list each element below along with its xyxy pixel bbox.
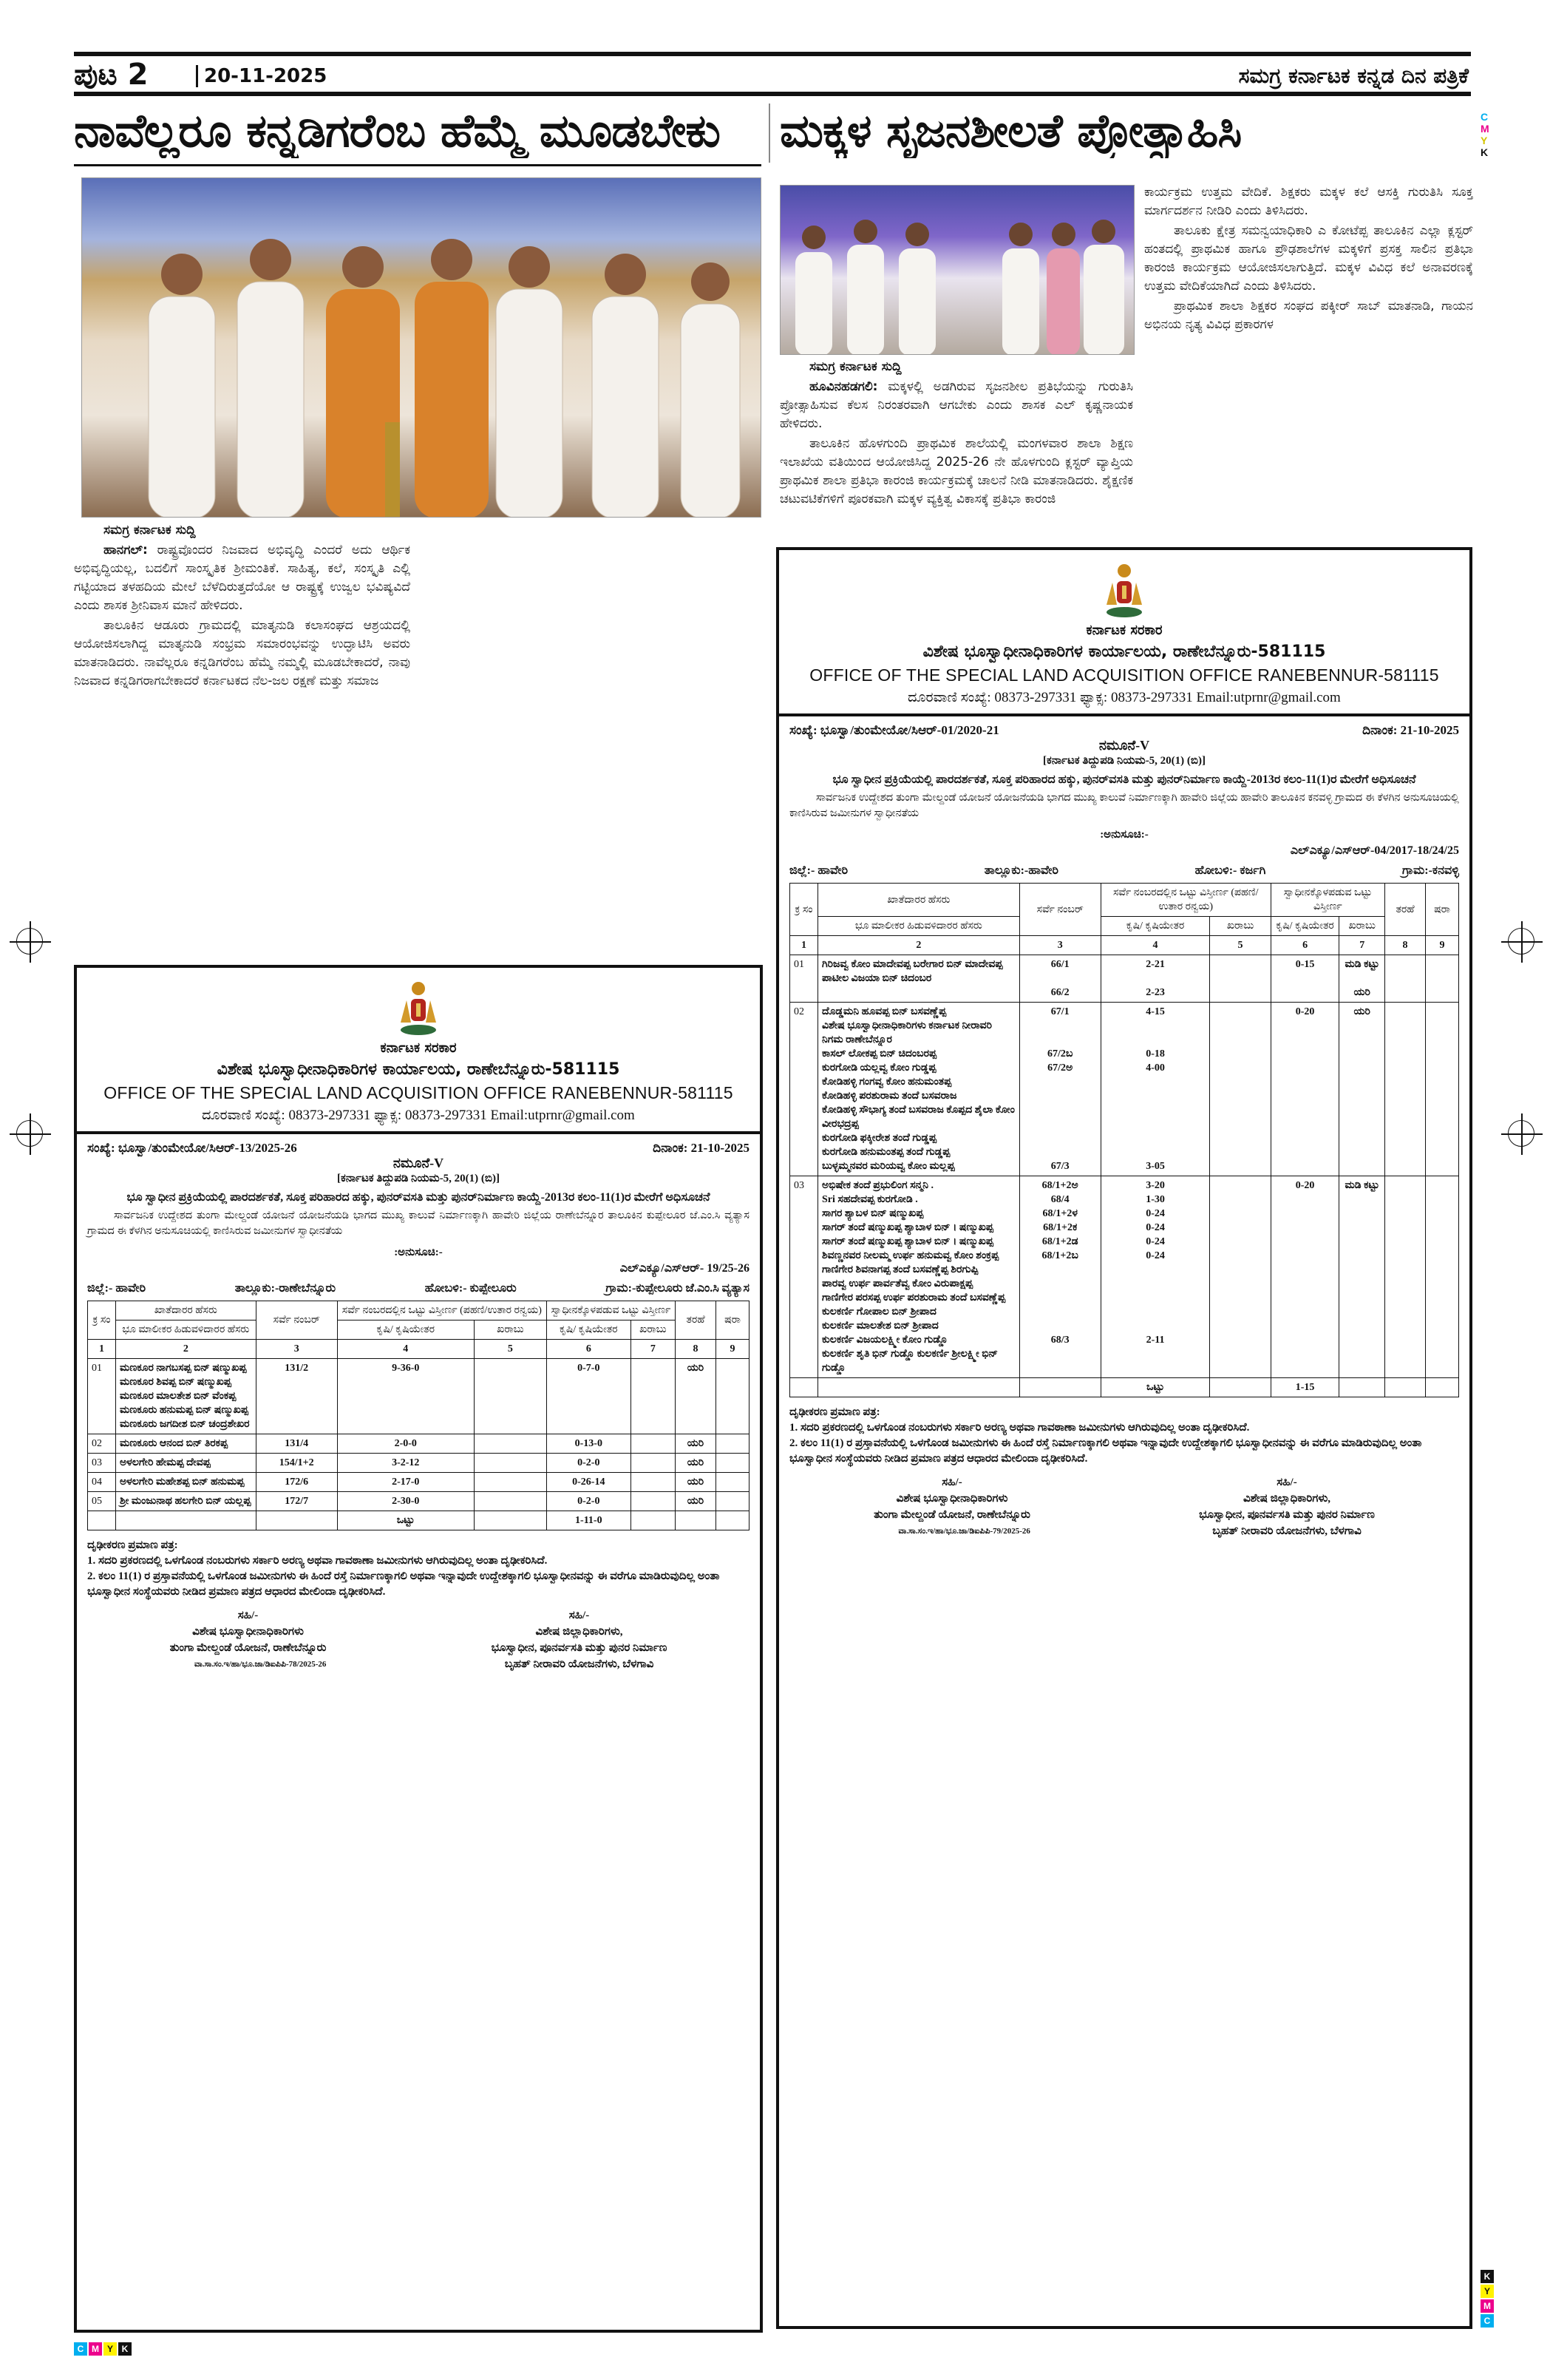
cell-remarks xyxy=(716,1492,749,1511)
header-remarks: ಷರಾ xyxy=(1426,884,1459,936)
table-row xyxy=(790,1003,1459,1176)
header-total-area: ಸರ್ವೆ ನಂಬರದಲ್ಲಿನ ಒಟ್ಟು ವಿಸ್ತೀರ್ಣ (ಪಹಣಿ/ಉತಾರ ರನ್ವಯ) xyxy=(337,1301,546,1320)
swatch-cyan: C xyxy=(74,2342,87,2356)
notice-header xyxy=(779,550,1469,716)
cell-acq-agri: 0-13-0 xyxy=(546,1434,630,1454)
registration-mark-icon xyxy=(16,928,43,955)
cmyk-y: Y xyxy=(1481,135,1488,146)
photo-people-silhouettes xyxy=(781,186,1135,355)
article-paragraph: ಪ್ರಾಥಮಿಕ ಶಾಲಾ ಶಿಕ್ಷಕರ ಸಂಘದ ಪಕ್ಕೀರ್ ಸಾಬ್ ಮಾತನಾಡಿ, ಗಾಯನ ಅಭಿನಯ ನೃತ್ಯ ವಿವಿಧ ಪ್ರಕಾರಗಳ xyxy=(1144,299,1473,332)
column-number: 3 xyxy=(1019,936,1101,955)
certificate-title: ದೃಢೀಕರಣ ಪ್ರಮಾಣ ಪತ್ರ: xyxy=(789,1406,880,1418)
swatch-cyan: C xyxy=(1481,2314,1494,2328)
land-acquisition-notice-left xyxy=(74,965,763,2333)
office-contact: ದೂರವಾಣಿ ಸಂಖ್ಯೆ: 08373-297331 ಫ್ಯಾಕ್ಸ: 08373-297331 Email:utprnr@gmail.com xyxy=(908,690,1341,705)
swatch-black: K xyxy=(1481,2270,1494,2283)
header-acquired-area: ಸ್ವಾಧೀನಕ್ಕೊಳಪಡುವ ಒಟ್ಟು ವಿಸ್ತೀರ್ಣ xyxy=(546,1301,675,1320)
total-label: ಒಟ್ಟು xyxy=(337,1511,474,1530)
cell-acq-agri: 0-2-0 xyxy=(546,1492,630,1511)
column-number: 6 xyxy=(546,1340,630,1359)
cell-total-kharab xyxy=(1210,955,1271,1003)
cmyk-k: K xyxy=(1481,146,1489,158)
column-number: 4 xyxy=(1101,936,1210,955)
cell-acq-kharab xyxy=(630,1434,675,1454)
byline: ಸಮಗ್ರ ಕರ್ನಾಟಕ ಸುದ್ದಿ xyxy=(809,359,902,374)
header-total-area: ಸರ್ವೆ ನಂಬರದಲ್ಲಿನ ಒಟ್ಟು ವಿಸ್ತೀರ್ಣ (ಪಹಣಿ/ಉತಾರ ರನ್ವಯ) xyxy=(1101,884,1271,917)
form-title: ನಮೂನೆ-V xyxy=(392,1156,444,1170)
header-kharab: ಖರಾಬು xyxy=(630,1320,675,1340)
form-title: ನಮೂನೆ-V xyxy=(1098,738,1150,753)
table-row xyxy=(88,1473,749,1492)
cell-survey: 131/4 xyxy=(256,1434,337,1454)
cell-total-kharab xyxy=(474,1434,546,1454)
paragraph-text: ರಾಷ್ಟ್ರವೊಂದರ ನಿಜವಾದ ಅಭಿವೃದ್ಧಿ ಎಂದರೆ ಅದು ಆರ್ಥಿಕ ಅಭಿವೃದ್ಧಿಯಲ್ಲ, ಬದಲಿಗೆ ಸಾಂಸ್ಕೃತಿಕ ಶ್ರೀಮಂತಿಕೆ. ಸಾಹಿತ್ಯ, ಕಲೆ, ಸಂಸ್ಕೃತಿ ಎಲ್ಲಿ ಗಟ್ಟಿಯಾದ ತಳಹದಿಯ ಮೇಲೆ ಬೆಳೆದಿರುತ್ತದೆಯೋ ಆ ರಾಷ್ಟ್ರಕ್ಕೆ ಉಜ್ವಲ ಭವಿಷ್ಯವಿದೆ ಎಂದು ಶಾಸಕ ಶ್ರೀನಿವಾಸ ಮಾನೆ ಹೇಳಿದರು. xyxy=(74,543,410,613)
article-right-main-col xyxy=(780,358,1133,510)
registration-mark-icon xyxy=(16,1120,43,1147)
schedule-title: :ಅನುಸೂಚಿ:- xyxy=(1100,829,1149,841)
table-row xyxy=(88,1359,749,1434)
cell-total-agri: 2-0-0 xyxy=(337,1434,474,1454)
office-contact: ದೂರವಾಣಿ ಸಂಖ್ಯೆ: 08373-297331 ಫ್ಯಾಕ್ಸ: 08373-297331 Email:utprnr@gmail.com xyxy=(202,1108,635,1123)
swatch-black: K xyxy=(118,2342,132,2356)
signatures xyxy=(87,1607,749,1672)
schedule-table xyxy=(789,883,1459,1397)
column-number: 5 xyxy=(474,1340,546,1359)
cell-acq-kharab xyxy=(630,1454,675,1473)
notice-body xyxy=(779,716,1469,1545)
certificate-item: 2. ಕಲಂ 11(1) ರ ಪ್ರಸ್ತಾವನೆಯಲ್ಲಿ ಒಳಗೊಂಡ ಜಮೀನುಗಳು ಈ ಹಿಂದೆ ರಸ್ತೆ ನಿರ್ಮಾಣಕ್ಕಾಗಲಿ ಅಥವಾ ಇನ್ನಾವುದೇ ಉದ್ದೇಶಕ್ಕಾಗಲಿ ಭೂಸ್ವಾಧೀನವನ್ನು ಈ ವರೆಗೂ ಮಾಡಿರುವುದಿಲ್ಲ ಅಂತಾ ಭೂಸ್ವಾಧೀನ ಸಂಸ್ಥೆಯವರು ನೀಡಿದ ಪ್ರಮಾಣ ಪತ್ರದ ಆಧಾರದ ಮೇಲಿಂದಾ ದೃಢೀಕರಿಸಿದೆ. xyxy=(87,1570,720,1598)
taluk: ತಾಲ್ಲೂಕು:-ರಾಣೇಬೆನ್ನೂರು xyxy=(234,1282,336,1295)
cell-names: ದೊಡ್ಡಮನಿ ಹೂವಪ್ಪ ಬಿನ್ ಬಸವಣ್ಣೆಪ್ಪ ವಿಶೇಷ ಭೂಸ್ವಾಧೀನಾಧಿಕಾರಿಗಳು ಕರ್ನಾಟಕ ನೀರಾವರಿ ನಿಗಮ ರಾಣೇಬೆನ್ನೂರ ಕಾಸಲ್ ಲೋಕಪ್ಪ ಬಿನ್ ಚಿದಂಬರಪ್ಪ ಕುರಗೋಡಿ ಯಲ್ಲವ್ವ ಕೋಂ ಗುಡ್ಡಪ್ಪ ಕೋಡಿಹಳ್ಳಿ ಗಂಗವ್ವ ಕೋಂ ಹನುಮಂತಪ್ಪ ಕೋಡಿಹಳ್ಳಿ ಪರಶುರಾಮ ತಂದೆ ಬಸವರಾಜ ಕೋಡಿಹಳ್ಳಿ ಸೌಭಾಗ್ಯ ತಂದೆ ಬಸವರಾಜ ಕೊಪ್ಪದ ಶೈಲಾ ಕೋಂ ವೀರಭದ್ರಪ್ಪ ಕುರಗೋಡಿ ಫಕ್ಕೀರೇಶ ತಂದೆ ಗುಡ್ಡಪ್ಪ ಕುರಗೋಡಿ ಹನುಮಂತಪ್ಪ ತಂದೆ ಗುಡ್ಡಪ್ಪ ಬುಳ್ಳಮ್ಮನವರ ಮರಿಯವ್ವ ಕೋಂ ಮಲ್ಲಪ್ಪ xyxy=(818,1003,1020,1176)
table-row xyxy=(88,1492,749,1511)
total-label: ಒಟ್ಟು xyxy=(1101,1378,1210,1397)
cell-acq-agri: 0-2-0 xyxy=(546,1454,630,1473)
cell-remarks xyxy=(1426,1003,1459,1176)
government-name: ಕರ್ನಾಟಕ ಸರಕಾರ xyxy=(1086,623,1163,638)
cell-sl: 02 xyxy=(88,1434,116,1454)
article-paragraph: ತಾಲೂಕು ಕ್ಷೇತ್ರ ಸಮನ್ವಯಾಧಿಕಾರಿ ಎ ಕೋಟೆಪ್ಪ ತಾಲೂಕಿನ ಎಲ್ಲಾ ಕ್ಲಸ್ಟರ್ ಹಂತದಲ್ಲಿ ಪ್ರಾಥಮಿಕ ಹಾಗೂ ಪ್ರೌಢಶಾಲೆಗಳ ಮಕ್ಕಳಿಗೆ ಪ್ರಸಕ್ತ ಸಾಲಿನ ಪ್ರತಿಭಾ ಕಾರಂಜಿ ಕಾರ್ಯಕ್ರಮ ಆಯೋಜಿಸಲಾಗುತ್ತಿದೆ. ಮಕ್ಕಳ ವಿವಿಧ ಕಲೆ ಅನಾವರಣಕ್ಕೆ ಉತ್ತಮ ವೇದಿಕೆಯಾಗಿದೆ ಎಂದು ತಿಳಿಸಿದರು. xyxy=(1144,223,1473,294)
table-row xyxy=(790,955,1459,1003)
cell-acq-kharab: ಯರಿ xyxy=(1339,1003,1385,1176)
cell-total-kharab xyxy=(474,1359,546,1434)
sig-line: ಸಹಿ/- xyxy=(942,1477,962,1488)
cmyk-marks xyxy=(1481,111,1489,158)
header-owner: ಭೂ ಮಾಲೀಕರ ಹಿಡುವಳಿದಾರರ ಹೆಸರು xyxy=(116,1320,256,1340)
cell-acq-kharab xyxy=(630,1473,675,1492)
header-agri: ಕೃಷಿ/ ಕೃಷಿಯೇತರ xyxy=(546,1320,630,1340)
cell-sl: 01 xyxy=(88,1359,116,1434)
cell-names: ಶ್ರೀ ಮಂಜುನಾಥ ಹಲಗೇರಿ ಬಿನ್ ಯಲ್ಲಪ್ಪ xyxy=(116,1492,256,1511)
cell-acq-agri: 0-26-14 xyxy=(546,1473,630,1492)
cell-survey: 66/1 66/2 xyxy=(1019,955,1101,1003)
article-right-side-col xyxy=(1144,183,1473,336)
total-row xyxy=(790,1378,1459,1397)
cell-total-kharab xyxy=(474,1492,546,1511)
headline-right: ಮಕ್ಕಳ ಸೃಜನಶೀಲತೆ ಪ್ರೋತ್ಸಾಹಿಸಿ xyxy=(780,104,1242,157)
sig-line: ತುಂಗಾ ಮೇಲ್ದಂಡೆ ಯೋಜನೆ, ರಾಣೇಬೆನ್ನೂರು xyxy=(169,1642,327,1654)
page-number: ಪುಟ 2 xyxy=(74,58,149,92)
column-number: 7 xyxy=(630,1340,675,1359)
cell-sl: 04 xyxy=(88,1473,116,1492)
column-number: 9 xyxy=(1426,936,1459,955)
certificate-item: 1. ಸದರಿ ಪ್ರಕರಣದಲ್ಲಿ ಒಳಗೊಂಡ ನಂಬರುಗಳು ಸರ್ಕಾರಿ ಅರಣ್ಯ ಅಥವಾ ಗಾವಠಾಣಾ ಜಮೀನುಗಳು ಆಗಿರುವುದಿಲ್ಲ ಅಂತಾ ದೃಢೀಕರಿಸಿದೆ. xyxy=(87,1555,548,1567)
swatch-magenta: M xyxy=(89,2342,102,2356)
cell-type xyxy=(1385,1176,1426,1378)
cell-total-kharab xyxy=(1210,1176,1271,1378)
sig-line: ಬೃಹತ್ ನೀರಾವರಿ ಯೋಜನೆಗಳು, ಬೆಳಗಾವಿ xyxy=(1212,1525,1362,1537)
total-row xyxy=(88,1511,749,1530)
column-number: 4 xyxy=(337,1340,474,1359)
sig-line: ವಿಶೇಷ ಜಿಲ್ಲಾಧಿಕಾರಿಗಳು, xyxy=(1243,1493,1331,1505)
lq-number: ಎಲ್‌ಎಕ್ಯೂ/ಎಸ್‌ಆರ್-04/2017-18/24/25 xyxy=(1290,844,1459,857)
cell-names: ಅಭಿಷೇಕ ತಂದೆ ಪ್ರಭುಲಿಂಗ ಸನ್ಮನಿ . Sri ಸಹದೇವಪ್ಪ ಕುರಗೋಡಿ . ಸಾಗರ ಶ್ಯಾಬಳ ಬಿನ್ ಷಣ್ಮುಖಪ್ಪ ಸಾಗರ್ ತಂದೆ ಷಣ್ಮುಖಪ್ಪ ಶ್ಯಾಬಾಳ ಬಿನ್ । ಷಣ್ಮುಖಪ್ಪ ಸಾಗರ್ ತಂದೆ ಷಣ್ಮುಖಪ್ಪ ಶ್ಯಾಬಾಳ ಬಿನ್ । ಷಣ್ಮುಖಪ್ಪ ಶಿವಣ್ಣನವರ ನೀಲಮ್ಮ ಉರ್ಫ ಹನುಮವ್ವ ಕೋಂ ಶಂಕ್ರಪ್ಪ ಗಾಣಿಗೇರ ಶಿವನಾಗಪ್ಪ ತಂದೆ ಬಸವಣ್ಣೆಪ್ಪ ಶಿರಗುಪ್ಪಿ ಪಾರವ್ವ ಉರ್ಫ ಪಾರ್ವತೆವ್ವ ಕೋಂ ವಿರುಪಾಕ್ಷಪ್ಪ ಗಾಣಿಗೇರ ಪರಸಪ್ಪ ಉರ್ಫ ಪರಶುರಾಮ ತಂದೆ ಬಸವಣ್ಣೆಪ್ಪ ಕುಲಕರ್ಣಿ ಗೋಪಾಲ ಬಿನ್ ಶ್ರೀಪಾದ ಕುಲಕರ್ಣಿ ಮಾಲತೇಶ ಬಿನ್ ಶ್ರೀಪಾದ ಕುಲಕರ್ಣಿ ವಿಜಯಲಕ್ಷ್ಮೀ ಕೋಂ ಗುಡ್ಡೊ ಕುಲಕರ್ಣಿ ಶೃತಿ ಭಿನ್ ಗುಡ್ಡೊ ಕುಲಕರ್ಣಿ ಶ್ರೀಲಕ್ಷ್ಮೀ ಭಿನ್ ಗುಡ್ಡೊ xyxy=(818,1176,1020,1378)
cell-sl: 03 xyxy=(88,1454,116,1473)
cell-type xyxy=(1385,955,1426,1003)
article-left-col1 xyxy=(74,521,410,692)
registration-mark-icon xyxy=(1508,928,1534,955)
swatch-yellow: Y xyxy=(103,2342,117,2356)
government-name: ಕರ್ನಾಟಕ ಸರಕಾರ xyxy=(380,1040,457,1056)
sig-line: ವಿಶೇಷ ಜಿಲ್ಲಾಧಿಕಾರಿಗಳು, xyxy=(535,1626,623,1638)
signature-right xyxy=(492,1607,667,1672)
cell-type xyxy=(1385,1003,1426,1176)
header-remarks: ಷರಾ xyxy=(716,1301,749,1340)
header-agri: ಕೃಷಿ/ ಕೃಷಿಯೇತರ xyxy=(1101,917,1210,936)
district: ಜಿಲ್ಲೆ:- ಹಾವೇರಿ xyxy=(789,864,849,877)
cell-survey: 131/2 xyxy=(256,1359,337,1434)
cell-total-agri: 2-30-0 xyxy=(337,1492,474,1511)
cell-acq-agri: 0-15 xyxy=(1271,955,1339,1003)
headline-left: ನಾವೆಲ್ಲರೂ ಕನ್ನಡಿಗರೆಂಬ ಹೆಮ್ಮೆ ಮೂಡಬೇಕು xyxy=(74,104,721,157)
cell-survey: 67/1 67/2ಬ 67/2ಅ 67/3 xyxy=(1019,1003,1101,1176)
cell-total-kharab xyxy=(474,1454,546,1473)
certificate-item: 2. ಕಲಂ 11(1) ರ ಪ್ರಸ್ತಾವನೆಯಲ್ಲಿ ಒಳಗೊಂಡ ಜಮೀನುಗಳು ಈ ಹಿಂದೆ ರಸ್ತೆ ನಿರ್ಮಾಣಕ್ಕಾಗಲಿ ಅಥವಾ ಇನ್ನಾವುದೇ ಉದ್ದೇಶಕ್ಕಾಗಲಿ ಭೂಸ್ವಾಧೀನವನ್ನು ಈ ವರೆಗೂ ಮಾಡಿರುವುದಿಲ್ಲ ಅಂತಾ ಭೂಸ್ವಾಧೀನ ಸಂಸ್ಥೆಯವರು ನೀಡಿದ ಪ್ರಮಾಣ ಪತ್ರದ ಆಧಾರದ ಮೇಲಿಂದಾ ದೃಢೀಕರಿಸಿದೆ. xyxy=(789,1437,1422,1465)
cell-remarks xyxy=(1426,955,1459,1003)
sig-line: ಸಹಿ/- xyxy=(237,1610,259,1621)
swatch-yellow: Y xyxy=(1481,2285,1494,2298)
cell-acq-agri: 0-20 xyxy=(1271,1003,1339,1176)
cell-type: ಯರಿ xyxy=(676,1454,716,1473)
column-number: 2 xyxy=(116,1340,256,1359)
cell-acq-kharab: ಮಡಿ ಕಟ್ಟು ಯರಿ xyxy=(1339,955,1385,1003)
header-survey: ಸರ್ವೆ ನಂಬರ್ xyxy=(256,1301,337,1340)
cell-remarks xyxy=(716,1434,749,1454)
signature-code: ವಾ.ಸಾ.ಸಂ.ಇ/ಹಾ/ಭೂ.ಜಾ/ಡಿಐಪಿಪಿ-78/2025-26 xyxy=(194,1660,327,1669)
column-number: 7 xyxy=(1339,936,1385,955)
cell-remarks xyxy=(716,1454,749,1473)
sig-line: ಬೃಹತ್ ನೀರಾವರಿ ಯೋಜನೆಗಳು, ಬೆಳಗಾವಿ xyxy=(504,1658,654,1670)
schedule-table xyxy=(87,1301,749,1530)
cell-acq-kharab xyxy=(630,1492,675,1511)
header-sl: ಕ್ರ ಸಂ xyxy=(88,1301,116,1340)
notice-date: ದಿನಾಂಕ: 21-10-2025 xyxy=(1362,723,1459,737)
office-name-kannada: ವಿಶೇಷ ಭೂಸ್ವಾಧೀನಾಧಿಕಾರಿಗಳ ಕಾರ್ಯಾಲಯ, ರಾಣೇಬೆನ್ನೂರು-581115 xyxy=(922,643,1326,661)
cell-total-agri: 2-17-0 xyxy=(337,1473,474,1492)
article-left-col2 xyxy=(425,521,761,950)
signature-left xyxy=(874,1474,1030,1539)
schedule-title: :ಅನುಸೂಚಿ:- xyxy=(394,1247,443,1258)
taluk: ತಾಲ್ಲೂಕು:-ಹಾವೇರಿ xyxy=(984,864,1058,877)
registration-mark-icon xyxy=(1508,1120,1534,1147)
cell-total-kharab xyxy=(1210,1003,1271,1176)
cmyk-strip-right xyxy=(1481,2270,1494,2328)
sig-line: ವಿಶೇಷ ಭೂಸ್ವಾಧೀನಾಧಿಕಾರಿಗಳು xyxy=(192,1626,304,1638)
notice-paragraph: ಸಾರ್ವಜನಿಕ ಉದ್ದೇಶದ ತುಂಗಾ ಮೇಲ್ದಂಡೆ ಯೋಜನೆ ಯೋಜನೆಯಡಿ ಭಾಗದ ಮುಖ್ಯ ಕಾಲುವೆ ನಿರ್ಮಾಣಕ್ಕಾಗಿ ಹಾವೇರಿ ಜಿಲ್ಲೆಯ ಹಾವೇರಿ ತಾಲೂಕಿನ ಕನವಳ್ಳಿ ಗ್ರಾಮದ ಈ ಕೆಳಗಿನ ಅನುಸೂಚಿಯಲ್ಲಿ ಕಾಣಿಸಿರುವ ಜಮೀನುಗಳ ಸ್ವಾಧೀನತೆಯ xyxy=(789,792,1459,819)
masthead-top-rule xyxy=(74,52,1471,56)
column-divider xyxy=(769,104,770,163)
event-photo-school xyxy=(780,185,1135,355)
reference-number: ಸಂಖ್ಯೆ: ಭೂಸ್ವಾ/ತುಂಮೇಯೋ/ಸಿಆರ್-01/2020-21 xyxy=(789,723,999,737)
sig-line: ಸಹಿ/- xyxy=(568,1610,590,1621)
paragraph-text: ಮಕ್ಕಳಲ್ಲಿ ಅಡಗಿರುವ ಸೃಜನಶೀಲ ಪ್ರತಿಭೆಯನ್ನು ಗುರುತಿಸಿ ಪ್ರೋತ್ಸಾಹಿಸುವ ಕೆಲಸ ನಿರಂತರವಾಗಿ ಆಗಬೇಕು ಎಂದು ಶಾಸಕ ಎಲ್ ಕೃಷ್ಣನಾಯಕ ಹೇಳಿದರು. xyxy=(780,379,1133,431)
cell-type: ಯರಿ xyxy=(676,1473,716,1492)
cell-names: ಅಳಲಗೇರಿ ಹೇಮಪ್ಪ ದೇವಪ್ಪ xyxy=(116,1454,256,1473)
article-paragraph: ಕಾರ್ಯಕ್ರಮ ಉತ್ತಮ ವೇದಿಕೆ. ಶಿಕ್ಷಕರು ಮಕ್ಕಳ ಕಲೆ ಆಸಕ್ತಿ ಗುರುತಿಸಿ ಸೂಕ್ತ ಮಾರ್ಗದರ್ಶನ ನೀಡಿರಿ ಎಂದು ತಿಳಿಸಿದರು. xyxy=(1144,185,1473,218)
column-number: 2 xyxy=(818,936,1020,955)
office-name-kannada: ವಿಶೇಷ ಭೂಸ್ವಾಧೀನಾಧಿಕಾರಿಗಳ ಕಾರ್ಯಾಲಯ, ರಾಣೇಬೆನ್ನೂರು-581115 xyxy=(217,1060,620,1079)
column-number: 9 xyxy=(716,1340,749,1359)
article-paragraph xyxy=(780,378,1133,433)
sig-line: ಭೂಸ್ವಾಧೀನ, ಪೂನರ್ವಸತಿ ಮತ್ತು ಪುನರ ನಿರ್ಮಾಣ xyxy=(1199,1509,1375,1521)
masthead-bottom-rule xyxy=(74,92,1471,96)
newspaper-name: ಸಮಗ್ರ ಕರ್ನಾಟಕ ಕನ್ನಡ ದಿನ ಪತ್ರಿಕೆ xyxy=(1238,64,1469,88)
signature-right xyxy=(1199,1474,1375,1539)
sig-line: ವಿಶೇಷ ಭೂಸ್ವಾಧೀನಾಧಿಕಾರಿಗಳು xyxy=(896,1493,1008,1505)
cell-total-agri: 3-20 1-30 0-24 0-24 0-24 0-24 2-11 xyxy=(1101,1176,1210,1378)
column-number: 5 xyxy=(1210,936,1271,955)
village: ಗ್ರಾಮ:-ಕುಪ್ಪೇಲೂರು ಜೆ.ಎಂ.ಸಿ ವ್ಯತ್ಯಾಸ xyxy=(605,1282,749,1295)
cell-total-agri: 9-36-0 xyxy=(337,1359,474,1434)
header-agri: ಕೃಷಿ/ ಕೃಷಿಯೇತರ xyxy=(1271,917,1339,936)
notice-paragraph: ಸಾರ್ವಜನಿಕ ಉದ್ದೇಶದ ತುಂಗಾ ಮೇಲ್ದಂಡೆ ಯೋಜನೆ ಯೋಜನೆಯಡಿ ಭಾಗದ ಮುಖ್ಯ ಕಾಲುವೆ ನಿರ್ಮಾಣಕ್ಕಾಗಿ ಹಾವೇರಿ ಜಿಲ್ಲೆಯ ರಾಣೇಬೆನ್ನೂರ ತಾಲೂಕಿನ ಕುಪ್ಪೇಲೂರ ಜೆ.ಎಂ.ಸಿ ವ್ಯತ್ಯಾಸ ಗ್ರಾಮದ ಈ ಕೆಳಗಿನ ಅನುಸೂಚಿಯಲ್ಲಿ ಕಾಣಿಸಿರುವ ಜಮೀನುಗಳ ಸ್ವಾಧೀನತೆಯ xyxy=(87,1210,749,1237)
event-photo-lamp-lighting xyxy=(81,177,761,518)
column-number: 3 xyxy=(256,1340,337,1359)
column-number: 6 xyxy=(1271,936,1339,955)
cell-total-agri: 3-2-12 xyxy=(337,1454,474,1473)
issue-date: 20-11-2025 xyxy=(196,65,327,87)
notice-body xyxy=(77,1134,760,1678)
cell-survey: 172/7 xyxy=(256,1492,337,1511)
cell-acq-kharab xyxy=(630,1359,675,1434)
header-sl: ಕ್ರ ಸಂ xyxy=(790,884,818,936)
cell-sl: 03 xyxy=(790,1176,818,1378)
table-row xyxy=(790,1176,1459,1378)
article-paragraph: ತಾಲೂಕಿನ ಹೊಳಗುಂದಿ ಪ್ರಾಥಮಿಕ ಶಾಲೆಯಲ್ಲಿ ಮಂಗಳವಾರ ಶಾಲಾ ಶಿಕ್ಷಣ ಇಲಾಖೆಯ ವತಿಯಿಂದ ಆಯೋಜಿಸಿದ್ದ 2025-26 ನೇ ಹೊಳಗುಂದಿ ಕ್ಲಸ್ಟರ್ ವ್ಯಾಪ್ತಿಯ ಪ್ರಾಥಮಿಕ ಶಾಲಾ ಪ್ರತಿಭಾ ಕಾರಂಜಿ ಕಾರ್ಯಕ್ರಮಕ್ಕೆ ಚಾಲನೆ ನೀಡಿ ಮಾತನಾಡಿದರು. ಶೈಕ್ಷಣಿಕ ಚಟುವಟಿಕೆಗಳಿಗೆ ಪೂರಕವಾಗಿ ಮಕ್ಕಳ ವ್ಯಕ್ತಿತ್ವ ವಿಕಾಸಕ್ಕೆ ಪ್ರತಿಭಾ ಕಾರಂಜಿ xyxy=(780,436,1133,506)
table-row xyxy=(88,1434,749,1454)
office-name-english: OFFICE OF THE SPECIAL LAND ACQUISITION OFFICE RANEBENNUR-581115 xyxy=(809,665,1439,685)
cell-total-kharab xyxy=(474,1473,546,1492)
cell-survey: 68/1+2ಅ 68/4 68/1+2ಳ 68/1+2ಕ 68/1+2ಡ 68/1+2ಬ 68/3 xyxy=(1019,1176,1101,1378)
village: ಗ್ರಾಮ:-ಕನವಳ್ಳಿ xyxy=(1402,864,1459,877)
table-row xyxy=(88,1454,749,1473)
rule-reference: [ಕರ್ನಾಟಕ ತಿದ್ದುಪಡಿ ನಿಯಮ-5, 20(1) (ಬಿ)] xyxy=(1042,755,1206,767)
header-owner: ಭೂ ಮಾಲೀಕರ ಹಿಡುವಳಿದಾರರ ಹೆಸರು xyxy=(818,917,1020,936)
sig-line: ಭೂಸ್ವಾಧೀನ, ಪೂನರ್ವಸತಿ ಮತ್ತು ಪುನರ ನಿರ್ಮಾಣ xyxy=(491,1642,667,1654)
swatch-magenta: M xyxy=(1481,2299,1494,2313)
header-holder: ಖಾತೆದಾರರ ಹೆಸರು xyxy=(116,1301,256,1320)
cell-type: ಯರಿ xyxy=(676,1434,716,1454)
cell-remarks xyxy=(1426,1176,1459,1378)
cell-survey: 154/1+2 xyxy=(256,1454,337,1473)
cell-acq-kharab: ಮಡಿ ಕಟ್ಟು xyxy=(1339,1176,1385,1378)
column-number: 8 xyxy=(1385,936,1426,955)
rule-reference: [ಕರ್ನಾಟಕ ತಿದ್ದುಪಡಿ ನಿಯಮ-5, 20(1) (ಬಿ)] xyxy=(336,1173,500,1184)
cell-survey: 172/6 xyxy=(256,1473,337,1492)
cell-total-agri: 4-15 0-18 4-00 3-05 xyxy=(1101,1003,1210,1176)
dateline: ಹಾನಗಲ್: xyxy=(103,543,148,557)
sig-line: ತುಂಗಾ ಮೇಲ್ದಂಡೆ ಯೋಜನೆ, ರಾಣೇಬೆನ್ನೂರು xyxy=(874,1509,1030,1521)
reference-number: ಸಂಖ್ಯೆ: ಭೂಸ್ವಾ/ತುಂಮೇಯೋ/ಸಿಆರ್-13/2025-26 xyxy=(87,1141,297,1155)
cell-names: ಮಣಕೂರು ಆನಂದ ಬಿನ್ ತಿರಕಪ್ಪ xyxy=(116,1434,256,1454)
cell-type: ಯರಿ xyxy=(676,1492,716,1511)
signature-code: ವಾ.ಸಾ.ಸಂ.ಇ/ಹಾ/ಭೂ.ಜಾ/ಡಿಐಪಿಪಿ-79/2025-26 xyxy=(898,1527,1030,1536)
karnataka-emblem-icon xyxy=(396,978,441,1037)
sig-line: ಸಹಿ/- xyxy=(1277,1477,1297,1488)
cmyk-strip-bottom xyxy=(74,2342,132,2356)
karnataka-emblem-icon xyxy=(1102,560,1146,620)
signatures xyxy=(789,1474,1459,1539)
notice-date: ದಿನಾಂಕ: 21-10-2025 xyxy=(653,1141,749,1155)
header-agri: ಕೃಷಿ/ ಕೃಷಿಯೇತರ xyxy=(337,1320,474,1340)
hobli: ಹೋಬಳಿ:- ಕರ್ಜಗಿ xyxy=(1194,864,1266,877)
notice-subject: ಭೂ ಸ್ವಾಧೀನ ಪ್ರಕ್ರಿಯೆಯಲ್ಲಿ ಪಾರದರ್ಶಕತೆ, ಸೂಕ್ತ ಪರಿಹಾರದ ಹಕ್ಕು, ಪುನರ್‌ವಸತಿ ಮತ್ತು ಪುನರ್‌ನಿರ್ಮಾಣ ಕಾಯ್ದೆ-2013ರ ಕಲಂ-11(1)ರ ಮೇರೆಗೆ ಅಧಿಸೂಚನೆ xyxy=(126,1191,710,1204)
header-kharab: ಖರಾಬು xyxy=(474,1320,546,1340)
cell-remarks xyxy=(716,1359,749,1434)
land-acquisition-notice-right xyxy=(776,547,1472,2329)
cell-remarks xyxy=(716,1473,749,1492)
header-acquired-area: ಸ್ವಾಧೀನಕ್ಕೊಳಪಡುವ ಒಟ್ಟು ವಿಸ್ತೀರ್ಣ xyxy=(1271,884,1384,917)
cmyk-m: M xyxy=(1481,123,1489,135)
total-value: 1-15 xyxy=(1271,1378,1339,1397)
column-number: 1 xyxy=(88,1340,116,1359)
notice-header xyxy=(77,968,760,1134)
column-number: 1 xyxy=(790,936,818,955)
header-type: ತರಹೆ xyxy=(676,1301,716,1340)
cell-sl: 05 xyxy=(88,1492,116,1511)
article-paragraph xyxy=(74,541,410,615)
header-kharab: ಖರಾಬು xyxy=(1339,917,1385,936)
cmyk-c: C xyxy=(1481,111,1489,123)
cell-sl: 02 xyxy=(790,1003,818,1176)
headline-rule xyxy=(74,164,761,166)
total-value: 1-11-0 xyxy=(546,1511,630,1530)
certificate-item: 1. ಸದರಿ ಪ್ರಕರಣದಲ್ಲಿ ಒಳಗೊಂಡ ನಂಬರುಗಳು ಸರ್ಕಾರಿ ಅರಣ್ಯ ಅಥವಾ ಗಾವಠಾಣಾ ಜಮೀನುಗಳು ಆಗಿರುವುದಿಲ್ಲ ಅಂತಾ ದೃಢೀಕರಿಸಿದೆ. xyxy=(789,1422,1250,1434)
cell-total-agri: 2-21 2-23 xyxy=(1101,955,1210,1003)
cell-type: ಯರಿ xyxy=(676,1359,716,1434)
article-paragraph: ತಾಲೂಕಿನ ಆಡೂರು ಗ್ರಾಮದಲ್ಲಿ ಮಾತೃನುಡಿ ಕಲಾಸಂಘದ ಆಶ್ರಯದಲ್ಲಿ ಆಯೋಜಿಸಲಾಗಿದ್ದ ಮಾತೃನುಡಿ ಸಂಭ್ರಮ ಸಮಾರಂಭವನ್ನು ಉದ್ಘಾಟಿಸಿ ಅವರು ಮಾತನಾಡಿದರು. ನಾವೆಲ್ಲರೂ ಕನ್ನಡಿಗರೆಂಬ ಹೆಮ್ಮೆ ನಮ್ಮಲ್ಲಿ ಮೂಡಬೇಕಾದರೆ, ನಾವು ನಿಜವಾದ ಕನ್ನಡಿಗರಾಗಬೇಕಾದರೆ ಕರ್ನಾಟಕದ ನೆಲ-ಜಲ ರಕ್ಷಣೆ ಮತ್ತು ಸಮಾಜ xyxy=(74,618,410,688)
cell-names: ಮಣಕೂರ ನಾಗಬಸಪ್ಪ ಬಿನ್ ಷಣ್ಮುಖಪ್ಪ ಮಣಕೂರ ಶಿವಪ್ಪ ಬಿನ್ ಷಣ್ಮುಖಪ್ಪ ಮಣಕೂರ ಮಾಲತೇಶ ಬಿನ್ ವೆಂಕಪ್ಪ ಮಣಕೂರು ಹನುಮಪ್ಪ ಬಿನ್ ಷಣ್ಮುಖಪ್ಪ ಮಣಕೂರು ಜಗದೀಶ ಬಿನ್ ಚಂದ್ರಶೇಖರ xyxy=(116,1359,256,1434)
header-type: ತರಹೆ xyxy=(1385,884,1426,936)
cell-acq-agri: 0-20 xyxy=(1271,1176,1339,1378)
signature-left xyxy=(170,1607,327,1672)
photo-people-silhouettes xyxy=(82,178,761,518)
header-kharab: ಖರಾಬು xyxy=(1210,917,1271,936)
column-number: 8 xyxy=(676,1340,716,1359)
lq-number: ಎಲ್‌ಎಕ್ಯೂ/ಎಸ್‌ಆರ್- 19/25-26 xyxy=(619,1262,749,1275)
cell-names: ಗಿರಿಜವ್ವ ಕೋಂ ಮಾದೇವಪ್ಪ ಬರೇಗಾರ ಬಿನ್ ಮಾದೇವಪ್ಪ ಪಾಟೀಲ ವಿಜಯಾ ಬಿನ್ ಚಿದಂಬರ xyxy=(818,955,1020,1003)
notice-subject: ಭೂ ಸ್ವಾಧೀನ ಪ್ರಕ್ರಿಯೆಯಲ್ಲಿ ಪಾರದರ್ಶಕತೆ, ಸೂಕ್ತ ಪರಿಹಾರದ ಹಕ್ಕು, ಪುನರ್‌ವಸತಿ ಮತ್ತು ಪುನರ್‌ನಿರ್ಮಾಣ ಕಾಯ್ದೆ-2013ರ ಕಲಂ-11(1)ರ ಮೇರೆಗೆ ಅಧಿಸೂಚನೆ xyxy=(832,773,1416,786)
header-holder: ಖಾತೆದಾರರ ಹೆಸರು xyxy=(818,884,1020,917)
cell-acq-agri: 0-7-0 xyxy=(546,1359,630,1434)
cell-names: ಅಳಲಗೇರಿ ಮಹೇಶಪ್ಪ ಬಿನ್ ಹನುಮಪ್ಪ xyxy=(116,1473,256,1492)
office-name-english: OFFICE OF THE SPECIAL LAND ACQUISITION OFFICE RANEBENNUR-581115 xyxy=(103,1083,733,1102)
hobli: ಹೋಬಳಿ:- ಕುಪ್ಪೇಲೂರು xyxy=(424,1282,517,1295)
header-survey: ಸರ್ವೆ ನಂಬರ್ xyxy=(1019,884,1101,936)
certificate-title: ದೃಢೀಕರಣ ಪ್ರಮಾಣ ಪತ್ರ: xyxy=(87,1539,178,1551)
cell-sl: 01 xyxy=(790,955,818,1003)
district: ಜಿಲ್ಲೆ:- ಹಾವೇರಿ xyxy=(87,1282,146,1295)
byline: ಸಮಗ್ರ ಕರ್ನಾಟಕ ಸುದ್ದಿ xyxy=(103,523,196,538)
dateline: ಹೂವಿನಹಡಗಲಿ: xyxy=(809,379,878,394)
